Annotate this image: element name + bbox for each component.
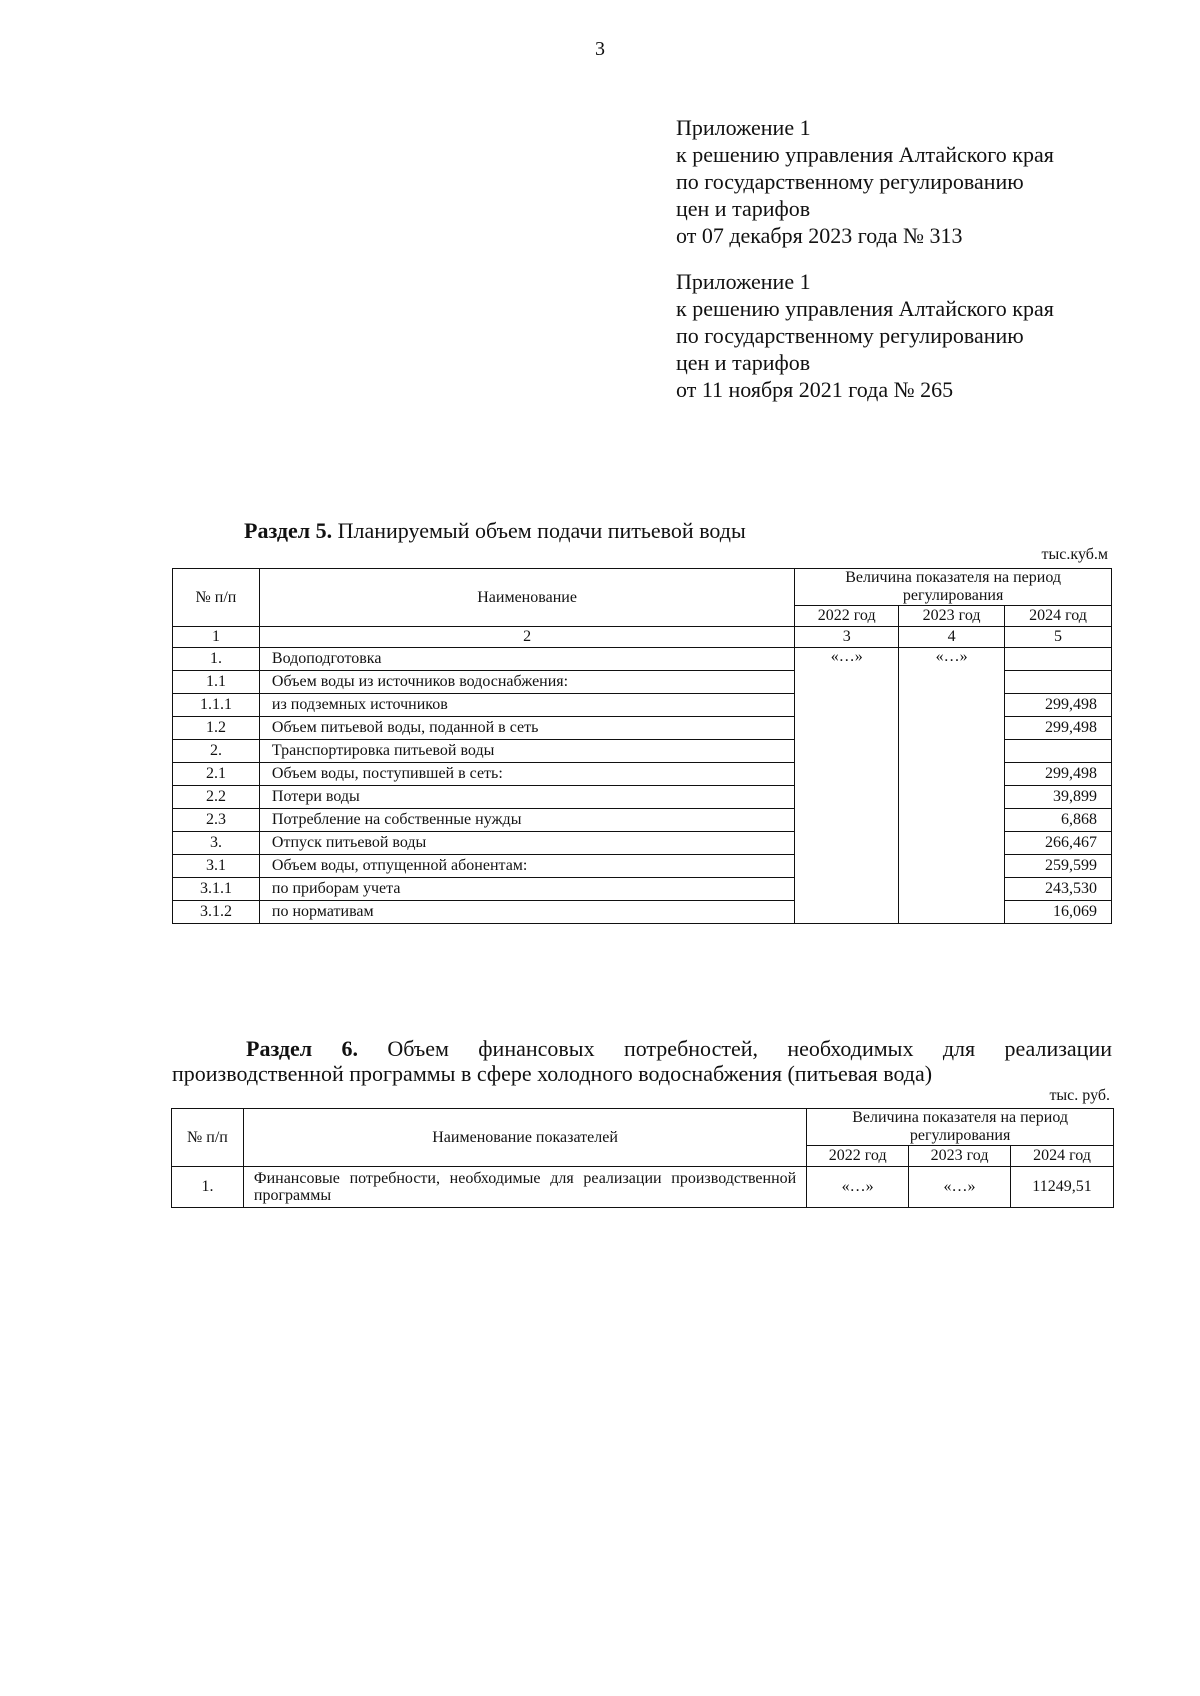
section5-unit: тыс.куб.м xyxy=(1041,546,1108,563)
row-value-2024: 259,599 xyxy=(1005,855,1112,878)
year-2023-merged-cell xyxy=(899,648,1005,924)
row-value-2024: 16,069 xyxy=(1005,901,1112,924)
column-number: 2 xyxy=(259,627,794,648)
table-row xyxy=(173,648,1112,671)
header-name: Наименование xyxy=(259,569,794,627)
placeholder-2022: «…» xyxy=(830,648,863,665)
header-year-2024: 2024 год xyxy=(1005,606,1112,627)
annex-line: к решению управления Алтайского края xyxy=(676,142,1054,167)
header-period: Величина показателя на период регулирования xyxy=(795,569,1112,606)
header-year-2022: 2022 год xyxy=(795,606,899,627)
section6-title-text: Объем финансовых потребностей, необходимых для реализации производственной программы в сфере холодного водоснабжения (питьевая вода) xyxy=(172,1036,1112,1086)
row-num: 3.1.2 xyxy=(173,901,260,924)
row-value-2024: 299,498 xyxy=(1005,763,1112,786)
row-num: 1.1 xyxy=(173,671,260,694)
section5-title-text: Планируемый объем подачи питьевой воды xyxy=(332,518,746,543)
row-name: по приборам учета xyxy=(259,878,794,901)
section6-table xyxy=(171,1108,1114,1208)
year-2022-merged-cell xyxy=(795,648,899,924)
header-year-2024: 2024 год xyxy=(1011,1146,1114,1167)
annex-current xyxy=(676,114,1054,249)
row-num: 2. xyxy=(173,740,260,763)
section5-title-bold: Раздел 5. xyxy=(244,518,333,543)
row-name: Объем питьевой воды, поданной в сеть xyxy=(259,717,794,740)
row-value-2024 xyxy=(1005,740,1112,763)
row-value-2024: 266,467 xyxy=(1005,832,1112,855)
section5-table xyxy=(172,568,1112,924)
header-num: № п/п xyxy=(173,569,260,627)
row-value-2024: 299,498 xyxy=(1005,717,1112,740)
row-name: Водоподготовка xyxy=(259,648,794,671)
row-num: 2.2 xyxy=(173,786,260,809)
row-value-2022: «…» xyxy=(807,1167,909,1208)
row-value-2024: 39,899 xyxy=(1005,786,1112,809)
row-num: 2.3 xyxy=(173,809,260,832)
placeholder-2023: «…» xyxy=(935,648,968,665)
section6-title-bold: Раздел 6. xyxy=(246,1036,358,1061)
row-name: Объем воды из источников водоснабжения: xyxy=(259,671,794,694)
annex-line: по государственному регулированию xyxy=(676,169,1024,194)
header-year-2023: 2023 год xyxy=(909,1146,1011,1167)
row-name: из подземных источников xyxy=(259,694,794,717)
row-num: 3. xyxy=(173,832,260,855)
row-name: Отпуск питьевой воды xyxy=(259,832,794,855)
header-name: Наименование показателей xyxy=(243,1109,806,1167)
row-value-2024 xyxy=(1005,648,1112,671)
row-name: Потребление на собственные нужды xyxy=(259,809,794,832)
row-value-2024: 299,498 xyxy=(1005,694,1112,717)
annex-line: от 07 декабря 2023 года № 313 xyxy=(676,223,963,248)
section6-unit: тыс. руб. xyxy=(1049,1087,1110,1104)
row-value-2024: 6,868 xyxy=(1005,809,1112,832)
row-name: Объем воды, поступившей в сеть: xyxy=(259,763,794,786)
header-year-2023: 2023 год xyxy=(899,606,1005,627)
row-num: 1.2 xyxy=(173,717,260,740)
row-name: Финансовые потребности, необходимые для реализации производственной программы xyxy=(243,1167,806,1208)
annex-previous xyxy=(676,268,1054,403)
row-value-2023: «…» xyxy=(909,1167,1011,1208)
column-number: 5 xyxy=(1005,627,1112,648)
column-number: 3 xyxy=(795,627,899,648)
header-year-2022: 2022 год xyxy=(807,1146,909,1167)
page-number: 3 xyxy=(595,38,605,60)
annex-line: Приложение 1 xyxy=(676,269,811,294)
row-num: 3.1.1 xyxy=(173,878,260,901)
row-name: по нормативам xyxy=(259,901,794,924)
section5-title xyxy=(244,518,746,544)
section6-title xyxy=(172,1036,1112,1086)
row-name: Объем воды, отпущенной абонентам: xyxy=(259,855,794,878)
header-period: Величина показателя на период регулирования xyxy=(807,1109,1114,1146)
row-value-2024: 11249,51 xyxy=(1011,1167,1114,1208)
column-number: 4 xyxy=(899,627,1005,648)
annex-line: к решению управления Алтайского края xyxy=(676,296,1054,321)
row-value-2024: 243,530 xyxy=(1005,878,1112,901)
annex-line: от 11 ноября 2021 года № 265 xyxy=(676,377,954,402)
row-num: 1.1.1 xyxy=(173,694,260,717)
row-name: Потери воды xyxy=(259,786,794,809)
annex-line: Приложение 1 xyxy=(676,115,811,140)
row-num: 1. xyxy=(173,648,260,671)
row-name: Транспортировка питьевой воды xyxy=(259,740,794,763)
row-num: 1. xyxy=(172,1167,244,1208)
header-num: № п/п xyxy=(172,1109,244,1167)
annex-line: цен и тарифов xyxy=(676,350,811,375)
row-num: 3.1 xyxy=(173,855,260,878)
table-row xyxy=(172,1167,1114,1208)
row-num: 2.1 xyxy=(173,763,260,786)
column-number: 1 xyxy=(173,627,260,648)
annex-line: цен и тарифов xyxy=(676,196,811,221)
annex-line: по государственному регулированию xyxy=(676,323,1024,348)
row-value-2024 xyxy=(1005,671,1112,694)
